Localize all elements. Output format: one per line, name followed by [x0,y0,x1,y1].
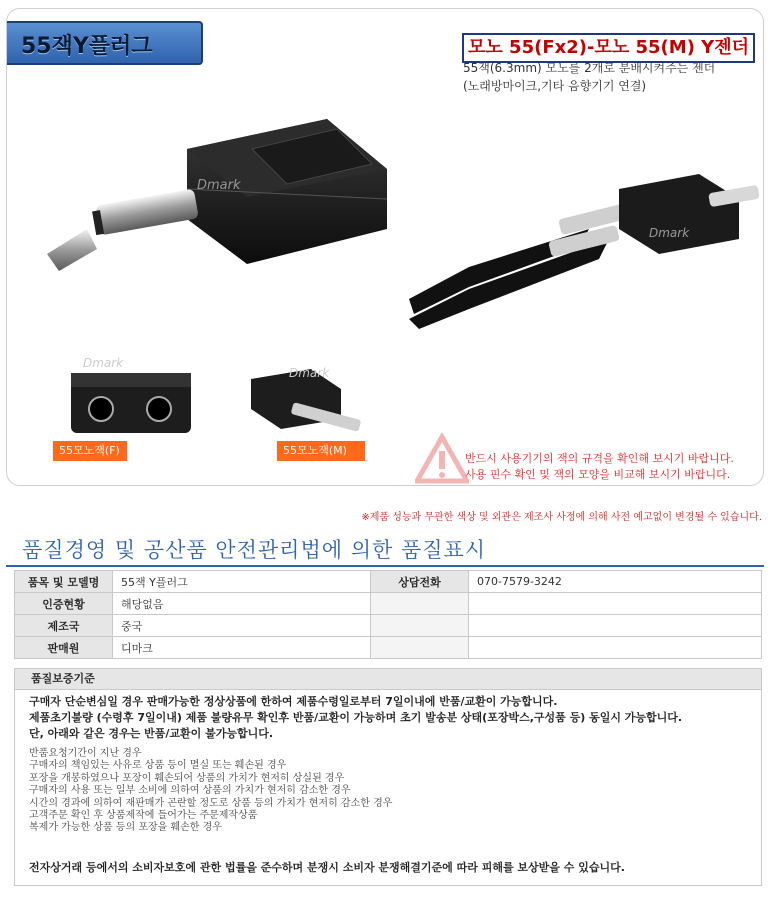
product-photo-female [63,345,203,445]
quality-section-title: 품질경영 및 공산품 안전관리법에 의한 품질표시 [22,538,487,562]
quality-info-table [14,570,762,659]
table-row [15,593,762,615]
list-item: 구매자의 책임있는 사유로 상품 등이 멸실 또는 훼손된 경우 [29,760,287,772]
warning-line: 반드시 사용기기의 잭의 규격을 확인해 보시기 바랍니다. [465,452,734,465]
product-title: 55잭Y플러그 [21,34,153,59]
product-description [463,59,715,95]
country-label: 제조국 [15,615,113,637]
product-subtitle: 모노 55(Fx2)-모노 55(M) Y젠더 [468,37,749,58]
tag-female-jack: 55모노잭(F) [53,441,127,461]
table-row [15,571,762,593]
list-item: 고객주문 확인 후 상품제작에 들어가는 주문제작상품 [29,810,258,822]
model-label: 품목 및 모델명 [15,571,113,593]
guarantee-policy: 구매자 단순변심일 경우 판매가능한 정상상품에 한하여 제품수령일로부터 7일이내에 반품/교환이 가능합니다. [29,695,558,708]
list-item: 시간의 경과에 의하여 재판매가 곤란할 정도로 상품 등의 가치가 현저히 감소한 경우 [29,797,393,809]
guarantee-body [14,690,762,886]
seller-label: 판매원 [15,637,113,659]
list-item: 포장을 개봉하였으나 포장이 훼손되어 상품의 가치가 현저히 상실된 경우 [29,772,345,784]
guarantee-footer: 전자상거래 등에서의 소비자보호에 관한 법률을 준수하며 분쟁시 소비자 분쟁해결기준에 따라 피해를 보상받을 수 있습니다. [29,861,625,874]
product-photo-male [231,359,371,449]
description-line: 55잭(6.3mm) 모노를 2개로 분배시켜주는 젠더 [463,61,716,75]
cert-label: 인증현황 [15,593,113,615]
country-value: 중국 [113,615,371,637]
list-item: 복제가 가능한 상품 등의 포장을 훼손한 경우 [29,822,222,834]
watermark: Dmark [649,226,690,240]
model-value: 55잭 Y플러그 [113,571,371,593]
contact-value: 070-7579-3242 [469,571,762,593]
warning-icon [415,433,469,486]
warning-line: 사용 핀수 확인 및 잭의 모양을 비교해 보시기 바랍니다. [465,468,731,481]
seller-value: 디마크 [113,637,371,659]
guarantee-policy: 제품초기불량 (수령후 7일이내) 제품 불량유무 확인후 반품/교환이 가능하며 초기 발송분 상태(포장박스,구성품 등) 동일시 가능합니다. [29,711,683,724]
contact-label: 상담전화 [371,571,469,593]
guarantee-header: 품질보증기준 [14,668,762,690]
table-row [15,615,762,637]
empty-cell [371,637,469,659]
empty-cell [469,637,762,659]
watermark: Dmark [83,356,124,370]
product-photo-in-use [409,159,764,329]
guarantee-policy: 단, 아래와 같은 경우는 반품/교환이 불가능합니다. [29,727,274,740]
empty-cell [371,615,469,637]
color-change-notice: ※제품 성능과 무관한 색상 및 외관은 제조사 사정에 의해 사전 예고없이 변경될 수 있습니다. [361,512,762,523]
warning-text [465,451,734,483]
watermark: Dmark [197,178,241,193]
product-panel [6,8,764,486]
exception-list [29,748,761,835]
tag-male-jack: 55모노잭(M) [277,441,365,461]
title-banner [7,21,203,65]
empty-cell [469,593,762,615]
product-photo-main [37,89,397,309]
section-divider [6,565,764,567]
empty-cell [469,615,762,637]
watermark: Dmark [289,366,330,380]
list-item: 구매자의 사용 또는 일부 소비에 의하여 상품의 가치가 현저히 감소한 경우 [29,785,351,797]
list-item: 반품요청기간이 지난 경우 [29,748,142,759]
description-line: (노래방마이크,기타 음향기기 연결) [463,79,647,93]
table-row [15,637,762,659]
empty-cell [371,593,469,615]
cert-value: 해당없음 [113,593,371,615]
